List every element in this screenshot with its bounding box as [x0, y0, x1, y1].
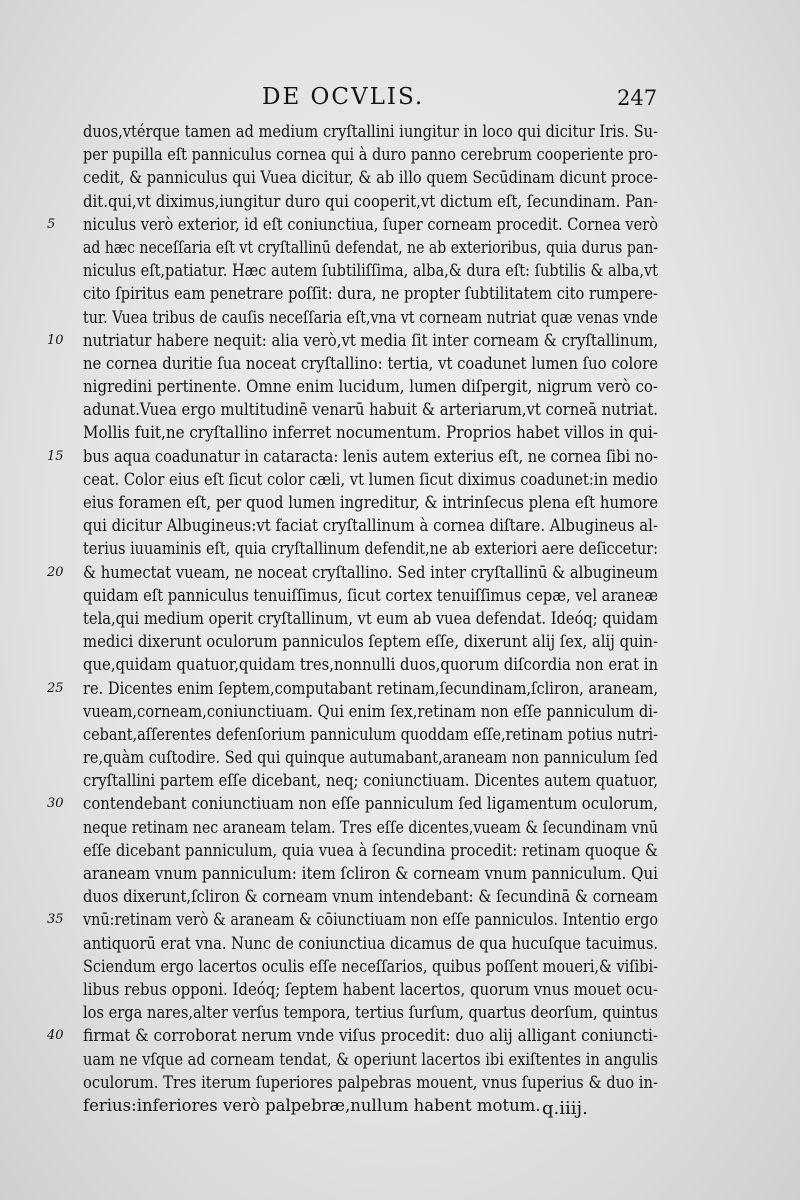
line-text: ad hæc neceſſaria eſt vt cryſtallinū defendat, ne ab exterioribus, quia durus pan-	[83, 237, 658, 257]
text-line	[83, 862, 658, 885]
line-number: 20	[47, 564, 64, 580]
text-line	[83, 1001, 658, 1024]
line-text: qui dicitur Albugineus:vt faciat cryſtallinum à cornea diſtare. Albugineus al-	[83, 516, 658, 536]
text-line	[83, 236, 658, 259]
line-text: duos dixerunt,ſcliron & corneam vnum intendebant: & ſecundinā & corneam	[83, 887, 658, 907]
line-text: cito ſpiritus eam penetrare poſſit: dura, ne propter ſubtilitatem cito rumpere-	[83, 284, 658, 304]
line-text: re,quàm cuſtodire. Sed qui quinque autumabant,araneam non panniculum ſed	[83, 748, 658, 768]
text-line	[83, 166, 658, 189]
line-text: firmat & corroborat nerum vnde viſus procedit: duo alij alligant coniuncti-	[83, 1026, 658, 1046]
line-text: libus rebus opponi. Ideóq; ſeptem habent lacertos, quorum vnus mouet ocu-	[83, 979, 658, 999]
line-text: vnū:retinam verò & araneam & cōiunctiuam non eſſe panniculos. Intentio ergo	[83, 910, 658, 930]
text-line	[83, 978, 658, 1001]
running-head: DE OCVLIS.	[262, 84, 425, 110]
line-text: neque retinam nec araneam telam. Tres eſſe dicentes,vueam & ſecundinam vnū	[83, 817, 658, 837]
line-text: uam ne vſque ad corneam tendat, & operiunt lacertos ibi exiſtentes in angulis	[83, 1049, 658, 1069]
line-text: tela,qui medium operit cryſtallinum, vt eum ab vuea defendat. Ideóq; quidam	[83, 608, 658, 628]
text-line	[83, 885, 658, 908]
text-line	[83, 1048, 658, 1071]
text-line	[47, 561, 658, 584]
text-line	[47, 677, 658, 700]
line-text: niculus eſt,patiatur. Hæc autem ſubtiliſſima, alba,& dura eſt: ſubtilis & alba,vt	[83, 261, 658, 281]
text-line	[83, 282, 658, 305]
text-line	[83, 1071, 658, 1094]
line-text: tur. Vuea tribus de cauſis neceſſaria eſt,vna vt corneam nutriat quæ venas vnde	[83, 307, 658, 327]
line-text: quidam eſt panniculus tenuiſſimus, ſicut cortex tenuiſſimus cepæ, vel araneæ	[83, 585, 658, 605]
text-line	[83, 839, 658, 862]
text-line	[47, 445, 658, 468]
text-line	[83, 375, 658, 398]
text-line	[83, 700, 658, 723]
line-text: antiquorū erat vna. Nunc de coniunctiua dicamus de qua hucuſque tacuimus.	[83, 933, 658, 953]
text-line	[83, 398, 658, 421]
text-line	[47, 213, 658, 236]
text-line	[83, 630, 658, 653]
line-text: araneam vnum panniculum: item ſcliron & corneam vnum panniculum. Qui	[83, 864, 658, 883]
line-text: nutriatur habere nequit: alia verò,vt media ſit inter corneam & cryſtallinum,	[83, 330, 658, 350]
line-number: 5	[47, 216, 56, 232]
text-line	[83, 769, 658, 792]
text-line	[83, 143, 658, 166]
line-text: bus aqua coadunatur in cataracta: lenis autem exterius eſt, ne cornea ſibi no-	[83, 446, 658, 466]
line-number: 15	[47, 448, 64, 464]
text-line	[47, 792, 658, 815]
line-text: nigredini pertinente. Omne enim lucidum, lumen diſpergit, nigrum verò co-	[83, 377, 658, 397]
text-line	[83, 491, 658, 514]
line-text: que,quidam quatuor,quidam tres,nonnulli duos,quorum diſcordia non erat in	[83, 655, 658, 675]
line-text: & humectat vueam, ne noceat cryſtallino. Sed inter cryſtallinū & albugineum	[83, 562, 658, 582]
page-number: 247	[617, 86, 658, 110]
line-text: terius iuuaminis eſt, quia cryſtallinum defendit,ne ab exteriori aere deſiccetur:	[83, 539, 658, 559]
line-text: re. Dicentes enim ſeptem,computabant retinam,ſecundinam,ſcliron, araneam,	[83, 678, 658, 698]
text-line	[83, 607, 658, 630]
line-number: 40	[47, 1028, 64, 1044]
line-number: 25	[47, 680, 64, 696]
text-line	[83, 816, 658, 839]
line-text: ceat. Color eius eſt ſicut color cæli, vt lumen ſicut diximus coadunet:in medio	[83, 469, 658, 489]
text-line	[83, 259, 658, 282]
line-text: los erga nares,alter verſus tempora, tertius ſurſum, quartus deorſum, quintus	[83, 1003, 658, 1023]
line-text: ne cornea duritie ſua noceat cryſtallino: tertia, vt coadunet lumen ſuo colore	[83, 353, 658, 373]
text-line	[83, 932, 658, 955]
signature-mark: q.iiij.	[542, 1098, 588, 1119]
line-text: dit.qui,vt diximus,iungitur duro qui cooperit,vt dictum eſt, ſecundinam. Pan-	[83, 191, 658, 211]
line-number: 35	[47, 912, 64, 928]
text-line	[83, 537, 658, 560]
line-text: niculus verò exterior, id eſt coniunctiua, ſuper corneam procedit. Cornea verò	[83, 214, 658, 234]
line-text: cebant,aſſerentes defenſorium panniculum quoddam eſſe,retinam potius nutri-	[83, 724, 658, 744]
line-text: eius foramen eſt, per quod lumen ingreditur, & intrinſecus plena eſt humore	[83, 493, 658, 512]
text-line	[47, 908, 658, 931]
text-line	[83, 955, 658, 978]
text-line	[83, 468, 658, 491]
text-block	[47, 120, 658, 1117]
line-text: vueam,corneam,coniunctiuam. Qui enim ſex,retinam non eſſe panniculum di-	[83, 701, 658, 721]
line-text: contendebant coniunctiuam non eſſe panniculum ſed ligamentum oculorum,	[83, 794, 658, 814]
text-line	[83, 190, 658, 213]
line-text: Sciendum ergo lacertos oculis eſſe neceſſarios, quibus poſſent moueri,& viſibi-	[83, 956, 658, 976]
line-number: 10	[47, 332, 64, 348]
line-text: Mollis fuit,ne cryſtallino inferret nocumentum. Proprios habet villos in qui-	[83, 423, 658, 443]
text-line	[83, 653, 658, 676]
line-text: oculorum. Tres iterum ſuperiores palpebras mouent, vnus ſuperius & duo in-	[83, 1072, 658, 1092]
text-line	[83, 421, 658, 444]
text-line	[47, 329, 658, 352]
line-text: per pupilla eſt panniculus cornea qui à duro panno cerebrum cooperiente pro-	[83, 145, 658, 165]
text-line	[83, 723, 658, 746]
line-text: cedit, & panniculus qui Vuea dicitur, & ab illo quem Secūdinam dicunt proce-	[83, 168, 658, 188]
line-text: adunat.Vuea ergo multitudinē venarū habuit & arteriarum,vt corneā nutriat.	[83, 400, 658, 420]
line-text: duos,vtérque tamen ad medium cryſtallini iungitur in loco qui dicitur Iris. Su-	[83, 122, 658, 141]
line-text: cryſtallini partem eſſe dicebant, neq; coniunctiuam. Dicentes autem quatuor,	[83, 771, 658, 791]
text-line	[83, 584, 658, 607]
line-text: eſſe dicebant panniculum, quia vuea à ſecundina procedit: retinam quoque &	[83, 840, 658, 860]
text-line	[83, 746, 658, 769]
line-number: 30	[47, 796, 64, 812]
text-line	[83, 306, 658, 329]
text-line	[83, 514, 658, 537]
line-text: ferius:inferiores verò palpebræ,nullum habent motum.	[83, 1095, 541, 1115]
text-line	[83, 352, 658, 375]
page-header	[0, 84, 800, 118]
line-text: medici dixerunt oculorum panniculos ſeptem eſſe, dixerunt alij ſex, alij quin-	[83, 632, 658, 652]
text-line	[47, 1024, 658, 1047]
text-line	[83, 120, 658, 143]
